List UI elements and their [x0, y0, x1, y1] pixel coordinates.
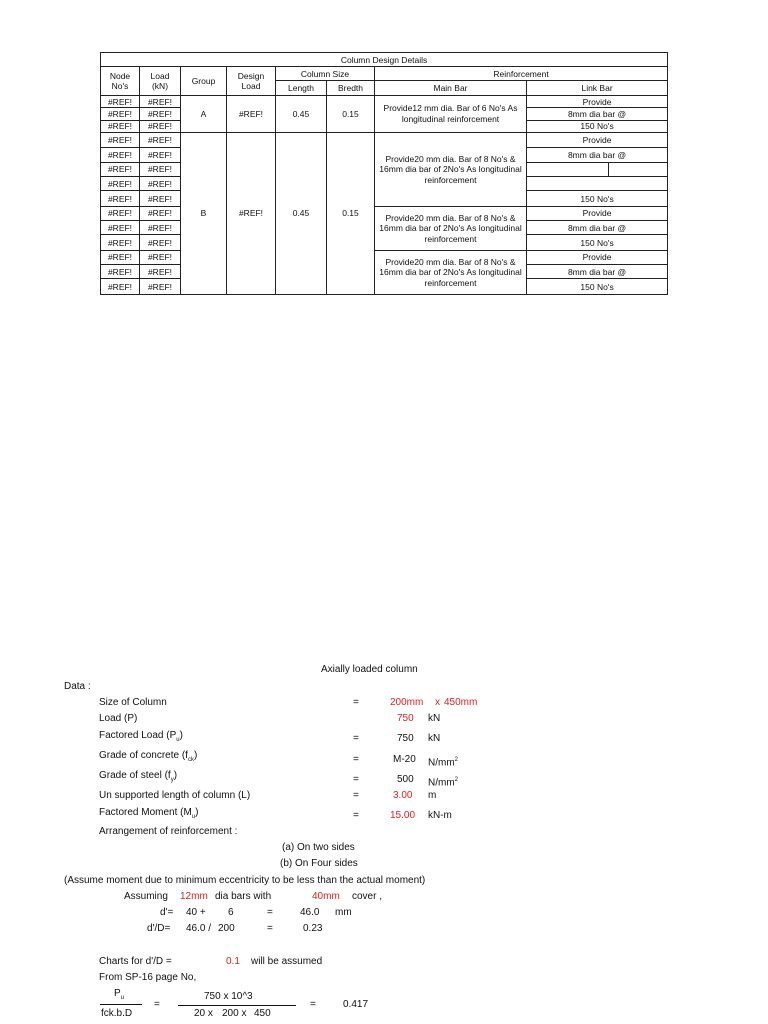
- factored-load-label: Factored Load $(P_u)$: [99, 730, 183, 743]
- equals-sign: =: [353, 733, 359, 744]
- group-b-link-1b: 8mm dia bar @: [527, 148, 668, 162]
- d-prime-label: d'=: [160, 907, 174, 918]
- table-cell-node: #REF!: [101, 279, 140, 295]
- bars-with-label: dia bars with: [215, 891, 272, 902]
- size-x: x: [435, 697, 440, 708]
- d-ratio-term-a: 46.0 /: [186, 923, 212, 934]
- group-a-link-2: 8mm dia bar @: [527, 108, 668, 120]
- d-ratio-label: d'/D=: [147, 923, 171, 934]
- table-cell-node: #REF!: [101, 221, 140, 235]
- d-prime-unit: mm: [335, 907, 352, 918]
- fraction-line-right: [178, 1005, 296, 1006]
- group-b-main-bar-3: Provide20 mm dia. Bar of 8 No's & 16mm dia bar of 2No's As longitudinal reinforcement: [375, 250, 527, 294]
- table-cell-node: #REF!: [101, 120, 140, 132]
- moment-unit: kN-m: [428, 810, 452, 821]
- table-cell-node: #REF!: [101, 191, 140, 206]
- group-a-link-3: 150 No's: [527, 120, 668, 132]
- group-a-cell: A: [181, 96, 227, 133]
- table-cell-node: #REF!: [101, 265, 140, 279]
- load-label: Load (P): [99, 713, 138, 724]
- group-b-breadth: 0.15: [327, 132, 375, 294]
- header-main-bar: Main Bar: [375, 80, 527, 95]
- charts-label: Charts for d'/D =: [99, 956, 172, 967]
- table-cell-node: #REF!: [101, 235, 140, 250]
- table-cell-node: #REF!: [101, 162, 140, 176]
- cover-label: cover ,: [352, 891, 383, 902]
- d-ratio-term-b: 200: [218, 923, 235, 934]
- table-cell-load: #REF!: [140, 279, 181, 295]
- charts-value: 0.1: [226, 956, 240, 967]
- empty-link-cell: [527, 177, 668, 191]
- size-a-value: 200mm: [390, 697, 424, 708]
- cover-value: 40mm: [312, 891, 340, 902]
- d-prime-term-a: 40 +: [186, 907, 206, 918]
- table-cell-load: #REF!: [140, 206, 181, 220]
- option-two-sides: (a) On two sides: [282, 842, 355, 853]
- pu-denominator: fck.b.D: [101, 1008, 133, 1019]
- header-link-bar: Link Bar: [527, 80, 668, 95]
- group-a-design-load: #REF!: [227, 96, 276, 133]
- table-cell-load: #REF!: [140, 191, 181, 206]
- length-value: 3.00: [393, 790, 413, 801]
- group-b-link-1c: 150 No's: [527, 191, 668, 206]
- header-length: Length: [276, 80, 327, 95]
- table-cell-load: #REF!: [140, 250, 181, 264]
- header-column-size: Column Size: [276, 67, 375, 80]
- table-cell-node: #REF!: [101, 132, 140, 147]
- group-a-link-1: Provide: [527, 96, 668, 108]
- group-b-link-3c: 150 No's: [527, 279, 668, 295]
- header-reinforcement: Reinforcement: [375, 67, 668, 80]
- table-cell-node: #REF!: [101, 250, 140, 264]
- arrangement-label: Arrangement of reinforcement :: [99, 826, 238, 837]
- equals-sign: =: [353, 697, 359, 708]
- equals-sign: =: [353, 810, 359, 821]
- empty-link-cell: [609, 162, 668, 176]
- load-value: 750: [397, 713, 414, 724]
- equals-sign: =: [353, 790, 359, 801]
- data-label: Data :: [64, 681, 91, 692]
- table-cell-load: #REF!: [140, 148, 181, 162]
- ratio-numerator: 750 x 10^3: [204, 991, 253, 1002]
- table-cell-load: #REF!: [140, 108, 181, 120]
- table-cell-load: #REF!: [140, 177, 181, 191]
- table-cell-node: #REF!: [101, 148, 140, 162]
- group-b-link-3b: 8mm dia bar @: [527, 265, 668, 279]
- assuming-label: Assuming: [124, 891, 168, 902]
- option-four-sides: (b) On Four sides: [280, 858, 358, 869]
- charts-tail: will be assumed: [251, 956, 323, 967]
- group-a-length: 0.45: [276, 96, 327, 133]
- group-b-link-3a: Provide: [527, 250, 668, 264]
- concrete-grade-value: M-20: [393, 754, 416, 765]
- concrete-grade-unit: $N/mm^2$: [428, 757, 459, 769]
- equals-sign: =: [267, 923, 273, 934]
- steel-grade-unit: $N/mm^2$: [428, 777, 459, 789]
- group-b-link-1a: Provide: [527, 132, 668, 147]
- group-b-link-2b: 8mm dia bar @: [527, 221, 668, 235]
- length-label: Un supported length of column (L): [99, 790, 251, 801]
- sheet-title: Axially loaded column: [321, 664, 418, 675]
- ratio-den-b: 200 x: [222, 1008, 247, 1019]
- table-cell-load: #REF!: [140, 221, 181, 235]
- table-cell-load: #REF!: [140, 162, 181, 176]
- sp16-reference: From SP-16 page No,: [99, 972, 197, 983]
- group-b-design-load: #REF!: [227, 132, 276, 294]
- steel-grade-label: Grade of steel $(f_y)$: [99, 770, 178, 783]
- d-ratio-result: 0.23: [303, 923, 323, 934]
- d-prime-result: 46.0: [300, 907, 320, 918]
- group-b-cell: B: [181, 132, 227, 294]
- table-cell-node: #REF!: [101, 108, 140, 120]
- group-a-breadth: 0.15: [327, 96, 375, 133]
- ratio-den-a: 20 x: [194, 1008, 213, 1019]
- bar-dia-value: 12mm: [180, 891, 208, 902]
- length-unit: m: [428, 790, 437, 801]
- concrete-grade-label: Grade of concrete $(f_{ck})$: [99, 750, 198, 763]
- size-b-value: 450mm: [444, 697, 478, 708]
- equals-sign: =: [353, 754, 359, 765]
- ratio-result: 0.417: [343, 999, 369, 1010]
- equals-sign: =: [353, 774, 359, 785]
- table-cell-node: #REF!: [101, 177, 140, 191]
- moment-value: 15.00: [390, 810, 416, 821]
- equals-sign: =: [267, 907, 273, 918]
- group-b-link-2a: Provide: [527, 206, 668, 220]
- d-prime-term-b: 6: [228, 907, 234, 918]
- pu-numerator: $P_u$: [114, 988, 125, 1001]
- assumption-note: (Assume moment due to minimum eccentricity to be less than the actual moment): [64, 875, 426, 886]
- table-cell-load: #REF!: [140, 96, 181, 108]
- group-a-main-bar: Provide12 mm dia. Bar of 6 No's As longitudinal reinforcement: [375, 96, 527, 133]
- table-title: Column Design Details: [101, 53, 668, 67]
- header-design-load: Design Load: [227, 67, 276, 96]
- factored-load-value: 750: [397, 733, 414, 744]
- fraction-line-left: [100, 1004, 142, 1005]
- header-node: Node No's: [101, 67, 140, 96]
- header-group: Group: [181, 67, 227, 96]
- empty-link-cell: [527, 162, 609, 176]
- table-cell-load: #REF!: [140, 235, 181, 250]
- equals-sign: =: [310, 999, 316, 1010]
- table-cell-node: #REF!: [101, 96, 140, 108]
- table-cell-load: #REF!: [140, 132, 181, 147]
- group-b-link-2c: 150 No's: [527, 235, 668, 250]
- ratio-den-c: 450: [254, 1008, 271, 1019]
- equals-sign: =: [154, 999, 160, 1010]
- header-load: Load (kN): [140, 67, 181, 96]
- factored-load-unit: kN: [428, 733, 441, 744]
- group-b-length: 0.45: [276, 132, 327, 294]
- table-cell-load: #REF!: [140, 265, 181, 279]
- load-unit: kN: [428, 713, 441, 724]
- group-b-main-bar-1: Provide20 mm dia. Bar of 8 No's & 16mm dia bar of 2No's As longitudinal reinforcement: [375, 132, 527, 206]
- size-label: Size of Column: [99, 697, 167, 708]
- header-breadth: Bredth: [327, 80, 375, 95]
- steel-grade-value: 500: [397, 774, 414, 785]
- column-design-table: [100, 52, 668, 295]
- group-b-main-bar-2: Provide20 mm dia. Bar of 8 No's & 16mm dia bar of 2No's As longitudinal reinforcement: [375, 206, 527, 250]
- table-cell-load: #REF!: [140, 120, 181, 132]
- moment-label: Factored Moment $(M_u)$: [99, 807, 199, 820]
- table-cell-node: #REF!: [101, 206, 140, 220]
